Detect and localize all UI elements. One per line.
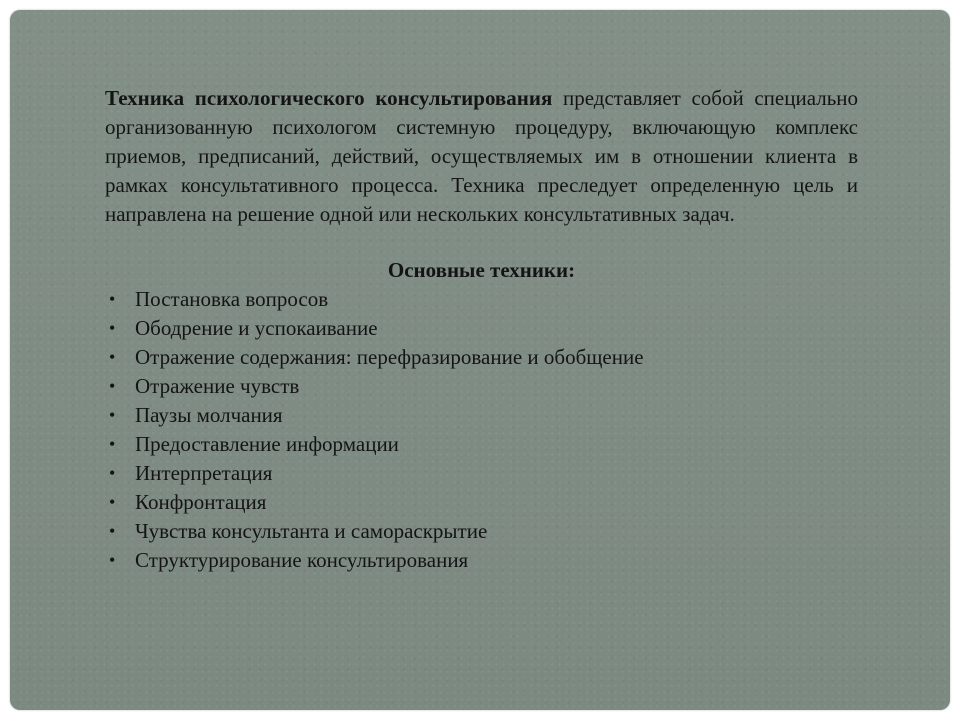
technique-label: Структурирование консультирования [135,548,469,572]
bullet-icon: • [109,347,116,367]
bullet-icon: • [109,376,116,396]
technique-item [105,372,858,401]
technique-item [105,314,858,343]
technique-label: Отражение содержания: перефразирование и обобщение [135,345,644,369]
bullet-icon: • [109,521,116,541]
technique-item [105,401,858,430]
bullet-icon: • [109,434,116,454]
bullet-icon: • [109,289,116,309]
bullet-icon: • [109,550,116,570]
technique-label: Ободрение и успокаивание [135,316,378,340]
techniques-heading: Основные техники: [387,258,576,282]
technique-item [105,430,858,459]
intro-term: Техника психологического консультирования [105,86,553,110]
technique-item [105,285,858,314]
technique-label: Интерпретация [135,461,273,485]
technique-label: Чувства консультанта и самораскрытие [135,519,488,543]
technique-item [105,488,858,517]
slide-content [105,84,858,575]
intro-text: представляет собой специально организованную психологом системную процедуру, включающую комплекс приемов, предписаний, действий, осуществляемых им в отношении клиента в рамках консультативного процесса. Техника преследует определенную цель и направлена на решение одной или нескольких консультативных задач. [105,86,859,226]
technique-label: Паузы молчания [135,403,283,427]
intro-paragraph [105,84,858,229]
technique-label: Постановка вопросов [135,287,329,311]
bullet-icon: • [109,318,116,338]
technique-item [105,546,858,575]
slide [10,10,950,710]
technique-label: Конфронтация [135,490,267,514]
technique-item [105,517,858,546]
technique-label: Предоставление информации [135,432,399,456]
techniques-list [105,285,858,575]
bullet-icon: • [109,463,116,483]
technique-item [105,459,858,488]
bullet-icon: • [109,405,116,425]
technique-label: Отражение чувств [135,374,300,398]
technique-item [105,343,858,372]
bullet-icon: • [109,492,116,512]
